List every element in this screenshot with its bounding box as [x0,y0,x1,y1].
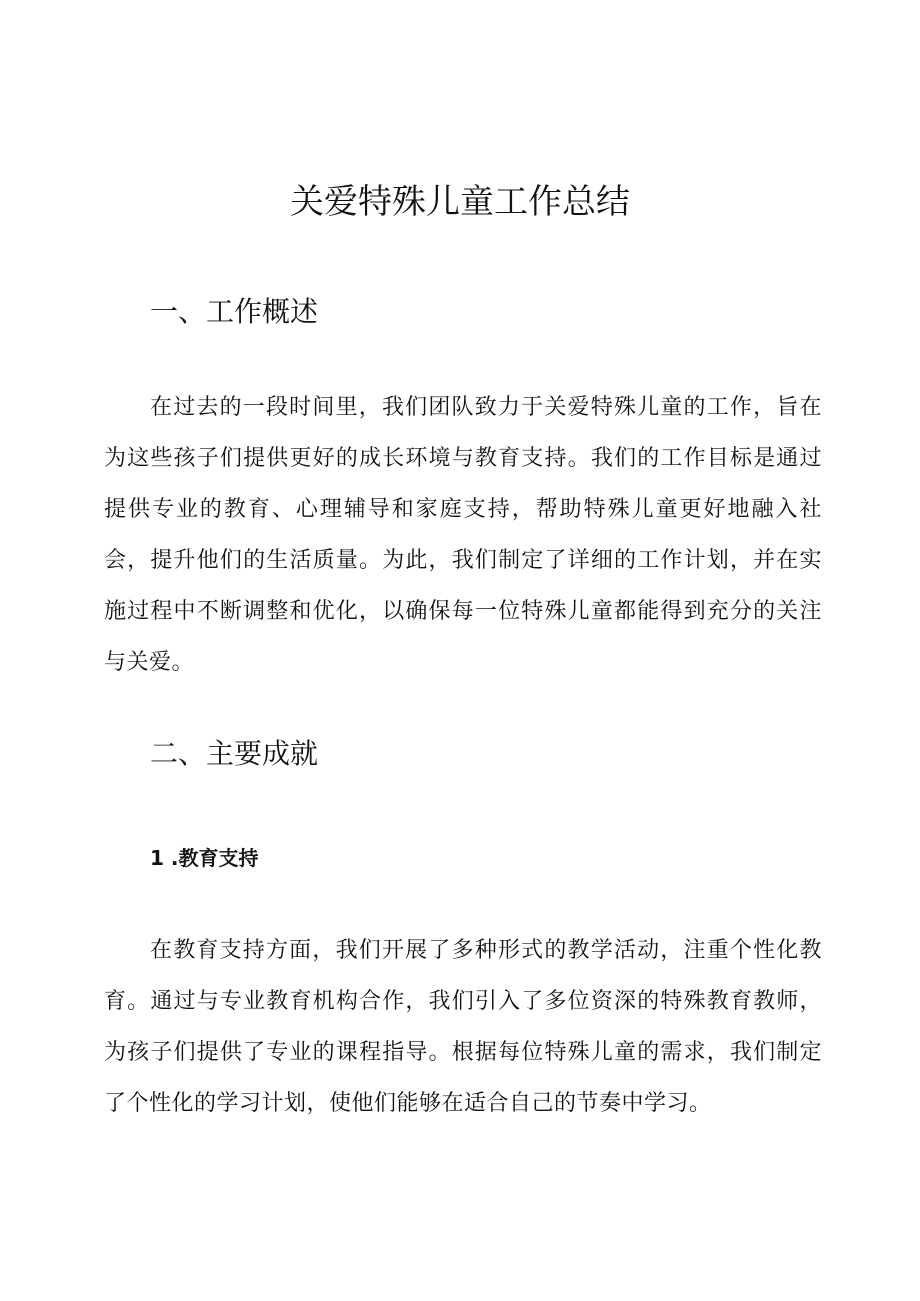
document-title: 关爱特殊儿童工作总结 [290,182,630,222]
overview-paragraph: 在过去的一段时间里，我们团队致力于关爱特殊儿童的工作，旨在为这些孩子们提供更好的成长环境与教育支持。我们的工作目标是通过提供专业的教育、心理辅导和家庭支持，帮助特殊儿童更好地融入社会，提升他们的生活质量。为此，我们制定了详细的工作计划，并在实施过程中不断调整和优化，以确保每一位特殊儿童都能得到充分的关注与关爱。 [104,395,822,675]
education-support-paragraph: 在教育支持方面，我们开展了多种形式的教学活动，注重个性化教育。通过与专业教育机构合作，我们引入了多位资深的特殊教育教师，为孩子们提供了专业的课程指导。根据每位特殊儿童的需求，我们制定了个性化的学习计划，使他们能够在适合自己的节奏中学习。 [104,938,822,1116]
subsection-heading-education-support: 1 .教育支持 [150,846,259,870]
section-heading-overview: 一、工作概述 [150,295,319,328]
section-heading-achievements: 二、主要成就 [150,737,319,770]
